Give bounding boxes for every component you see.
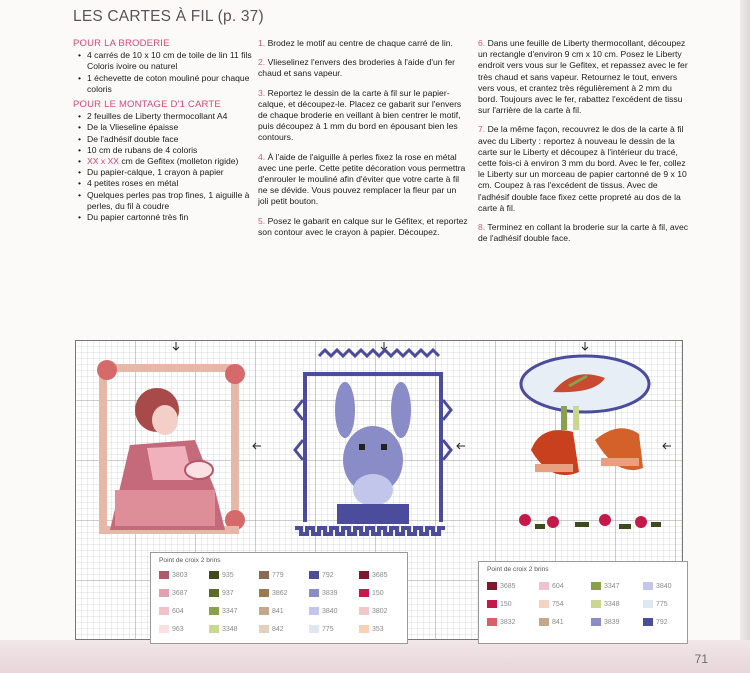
legend-item xyxy=(539,582,564,590)
legend-item xyxy=(591,600,620,608)
legend-item xyxy=(643,618,668,626)
color-swatch xyxy=(159,571,169,579)
thread-code: 3839 xyxy=(322,589,338,597)
color-swatch xyxy=(159,625,169,633)
legend-item xyxy=(643,600,668,608)
color-swatch xyxy=(359,589,369,597)
page-number: 71 xyxy=(694,652,708,666)
montage-list xyxy=(73,111,253,223)
thread-code: 3685 xyxy=(500,582,516,590)
bottom-band xyxy=(0,640,750,673)
instructions-column-1 xyxy=(258,38,468,246)
list-item: • 2 feuilles de Liberty thermocollant A4 xyxy=(73,111,253,122)
list-item: • Quelques perles pas trop fines, 1 aiguille à perles, du fil à coudre xyxy=(73,190,253,212)
thread-code: 775 xyxy=(656,600,668,608)
legend-item xyxy=(159,607,184,615)
color-swatch xyxy=(643,582,653,590)
color-swatch xyxy=(309,589,319,597)
thread-code: 3832 xyxy=(500,618,516,626)
broderie-list xyxy=(73,50,253,95)
color-swatch xyxy=(309,607,319,615)
color-swatch xyxy=(209,625,219,633)
legend-item xyxy=(359,571,388,579)
step-3: 3. Reportez le dessin de la carte à fil sur le papier-calque, et découpez-le. Placez ce gabarit sur l'envers de chaque broderie en veillant à bien centrer le motif, puis découpez à 1 mm du bord en épousant bien les contours. xyxy=(258,87,462,143)
list-item: • 4 carrés de 10 x 10 cm de toile de lin 11 fils Coloris ivoire ou naturel xyxy=(73,50,253,72)
color-swatch xyxy=(159,589,169,597)
color-swatch xyxy=(591,582,601,590)
thread-code: 792 xyxy=(322,571,334,579)
color-swatch xyxy=(487,582,497,590)
step-2: 2. Vlieselinez l'envers des broderies à l'aide d'un fer chaud et sans vapeur. xyxy=(258,57,455,79)
legend-item xyxy=(259,625,284,633)
color-swatch xyxy=(359,571,369,579)
page-title: LES CARTES À FIL (p. 37) xyxy=(73,8,264,25)
color-swatch xyxy=(159,607,169,615)
color-swatch xyxy=(539,600,549,608)
legend-item xyxy=(159,571,188,579)
thread-code: 3839 xyxy=(604,618,620,626)
supplies-column xyxy=(73,38,253,227)
legend-title: Point de croix 2 brins xyxy=(487,566,549,573)
list-item: • De l'adhésif double face xyxy=(73,134,253,145)
color-swatch xyxy=(643,600,653,608)
thread-code: 3802 xyxy=(372,607,388,615)
thread-code: 3348 xyxy=(222,625,238,633)
color-swatch xyxy=(259,607,269,615)
thread-code: 842 xyxy=(272,625,284,633)
list-item: • De la Vlieseline épaisse xyxy=(73,122,253,133)
thread-code: 841 xyxy=(272,607,284,615)
step-7: 7. De la même façon, recouvrez le dos de la carte à fil avec du Liberty : reportez à nouveau le dessin de la carte sur le Liberty et découpez à l'intérieur du tracé, cette fois-ci à environ 3 mm du bord. Avec le fer, collez le Liberty sur un morceau de papier cartonné de 9 x 10 cm. Coupez à ras l'excédent de tissus. Avec de l'adhésif double face fixez cette propreté au dos de la carte à fil. xyxy=(478,124,687,213)
legend-item xyxy=(209,625,238,633)
thread-code: 3347 xyxy=(222,607,238,615)
step-4: 4. À l'aide de l'aiguille à perles fixez la rose en métal avec une perle. Cette petite décoration vous permettra d'enrouler le mouliné afin d'éviter que votre carte à fil ne se dévide. Vous pouvez remplacer la fleur par un joli petit bouton. xyxy=(258,151,466,207)
color-swatch xyxy=(643,618,653,626)
legend-item xyxy=(359,589,384,597)
list-item: • 1 échevette de coton mouliné pour chaque coloris xyxy=(73,73,253,95)
step-5: 5. Posez le gabarit en calque sur le Géfitex, et reportez son contour avec le crayon à papier. Découpez. xyxy=(258,215,468,237)
legend-item xyxy=(309,607,338,615)
thread-code: 963 xyxy=(172,625,184,633)
color-key-1 xyxy=(150,552,408,644)
thread-code: 775 xyxy=(322,625,334,633)
color-swatch xyxy=(539,618,549,626)
legend-item xyxy=(359,625,384,633)
thread-code: 3862 xyxy=(272,589,288,597)
thread-code: 754 xyxy=(552,600,564,608)
page-gutter-shadow xyxy=(740,0,750,673)
legend-title: Point de croix 2 brins xyxy=(159,557,221,564)
legend-item xyxy=(259,571,284,579)
thread-code: 3840 xyxy=(656,582,672,590)
list-item: • 4 petites roses en métal xyxy=(73,178,253,189)
legend-item xyxy=(159,589,188,597)
thread-code: 150 xyxy=(500,600,512,608)
thread-code: 3685 xyxy=(372,571,388,579)
color-swatch xyxy=(259,571,269,579)
color-swatch xyxy=(539,582,549,590)
legend-item xyxy=(209,589,234,597)
legend-item xyxy=(539,618,564,626)
thread-code: 3803 xyxy=(172,571,188,579)
color-swatch xyxy=(359,607,369,615)
thread-code: 779 xyxy=(272,571,284,579)
thread-code: 150 xyxy=(372,589,384,597)
list-item: • 10 cm de rubans de 4 coloris xyxy=(73,145,253,156)
legend-item xyxy=(591,582,620,590)
legend-item xyxy=(487,618,516,626)
legend-item xyxy=(159,625,184,633)
legend-item xyxy=(309,571,334,579)
color-swatch xyxy=(487,600,497,608)
list-item: • Du papier-calque, 1 crayon à papier xyxy=(73,167,253,178)
color-swatch xyxy=(259,589,269,597)
legend-item xyxy=(539,600,564,608)
thread-code: 841 xyxy=(552,618,564,626)
instructions-column-2 xyxy=(478,38,690,252)
thread-code: 3347 xyxy=(604,582,620,590)
legend-item xyxy=(209,571,234,579)
step-8: 8. Terminez en collant la broderie sur la carte à fil, avec de l'adhésif double face. xyxy=(478,222,689,244)
step-6: 6. Dans une feuille de Liberty thermocollant, découpez un rectangle d'environ 9 cm x 10 cm. Posez le Liberty endroit vers vous sur le Gefitex, et repassez avec le fer très chaud et sans vapeur. Retournez le tout, envers vers vous, et crantez très régulièrement à 2 mm du bord. Toujours avec le fer, rabattez l'excédent de tissu sur l'arrière de la carte à fil. xyxy=(478,38,688,116)
thread-code: 3348 xyxy=(604,600,620,608)
color-key-2 xyxy=(478,561,688,644)
legend-item xyxy=(359,607,388,615)
color-swatch xyxy=(209,589,219,597)
thread-code: 604 xyxy=(552,582,564,590)
color-swatch xyxy=(591,618,601,626)
thread-code: 937 xyxy=(222,589,234,597)
legend-item xyxy=(643,582,672,590)
legend-item xyxy=(591,618,620,626)
thread-code: 935 xyxy=(222,571,234,579)
montage-heading: POUR LE MONTAGE D'1 CARTE xyxy=(73,99,221,111)
legend-item xyxy=(487,600,512,608)
legend-item xyxy=(209,607,238,615)
thread-code: 792 xyxy=(656,618,668,626)
legend-item xyxy=(259,589,288,597)
color-swatch xyxy=(209,571,219,579)
legend-item xyxy=(487,582,516,590)
legend-item xyxy=(309,589,338,597)
list-item: • XX x XX cm de Gefitex (molleton rigide) xyxy=(73,156,253,167)
thread-code: 3687 xyxy=(172,589,188,597)
list-item: • Du papier cartonné très fin xyxy=(73,212,253,223)
legend-item xyxy=(309,625,334,633)
color-swatch xyxy=(309,625,319,633)
color-swatch xyxy=(487,618,497,626)
color-swatch xyxy=(591,600,601,608)
color-swatch xyxy=(309,571,319,579)
color-swatch xyxy=(209,607,219,615)
color-swatch xyxy=(359,625,369,633)
thread-code: 604 xyxy=(172,607,184,615)
legend-item xyxy=(259,607,284,615)
thread-code: 3840 xyxy=(322,607,338,615)
thread-code: 353 xyxy=(372,625,384,633)
step-1: 1. Brodez le motif au centre de chaque carré de lin. xyxy=(258,38,453,48)
color-swatch xyxy=(259,625,269,633)
broderie-heading: POUR LA BRODERIE xyxy=(73,38,170,49)
